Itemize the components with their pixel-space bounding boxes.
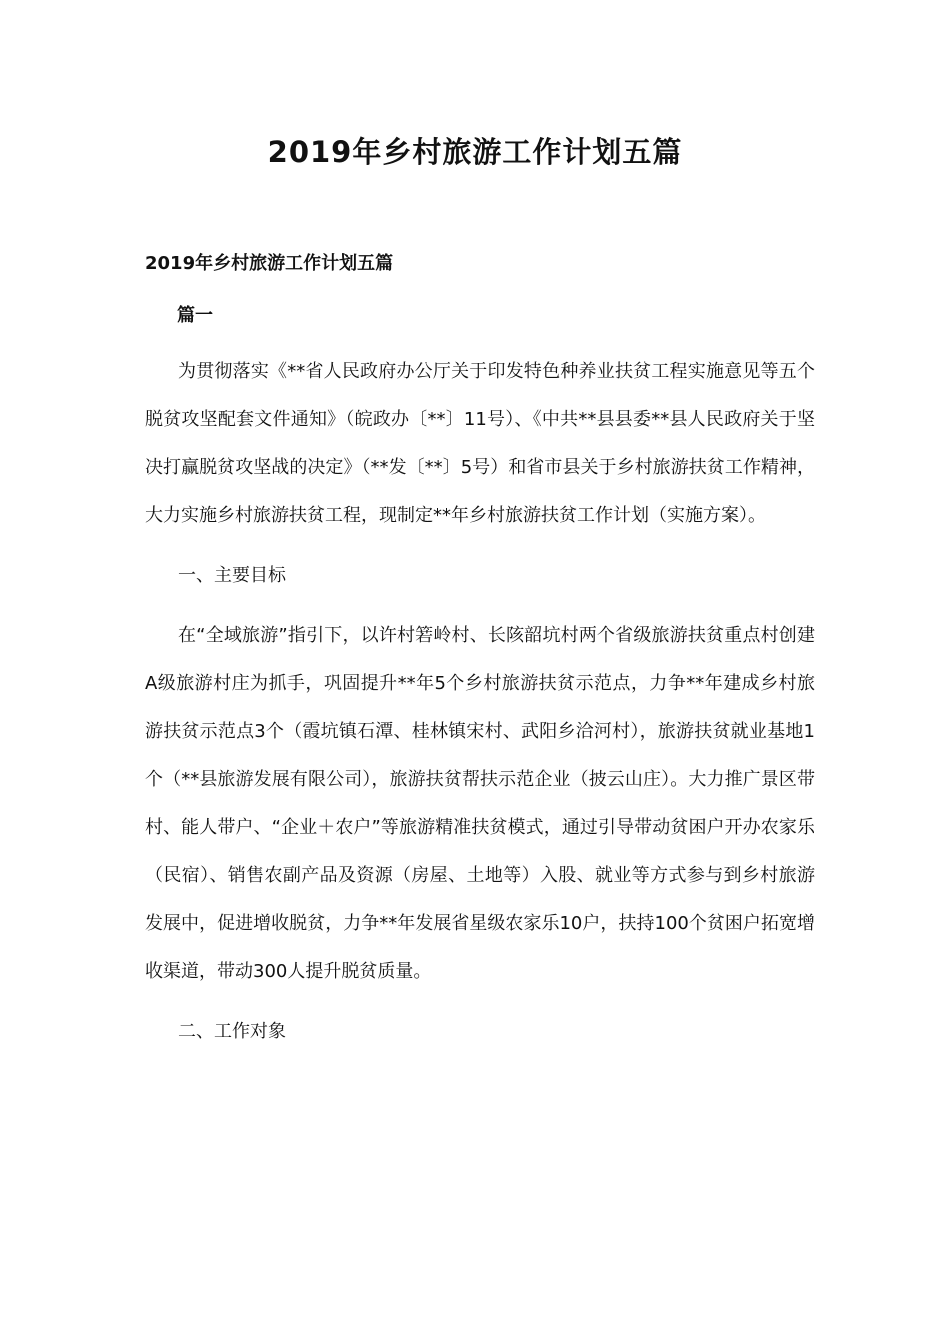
document-subtitle: 2019年乡村旅游工作计划五篇 — [145, 253, 394, 274]
document-body — [145, 244, 815, 1056]
document-title: 2019年乡村旅游工作计划五篇 — [267, 135, 683, 169]
section-heading-main-goals: 一、主要目标 — [178, 565, 286, 586]
section-heading-work-targets: 二、工作对象 — [178, 1021, 286, 1042]
paragraph-intro: 为贯彻落实《**省人民政府办公厅关于印发特色种养业扶贫工程实施意见等五个脱贫攻坚配套文件通知》（皖政办〔**〕11号）、《中共**县县委**县人民政府关于坚决打赢脱贫攻坚战的决定》（**发〔**〕5号）和省市县关于乡村旅游扶贫工作精神，大力实施乡村旅游扶贫工程，现制定**年乡村旅游扶贫工作计划（实施方案）。 — [145, 361, 815, 526]
part-heading: 篇一 — [177, 305, 213, 326]
paragraph-main-goals: 在“全域旅游”指引下，以许村箬岭村、长陔韶坑村两个省级旅游扶贫重点村创建A级旅游村庄为抓手，巩固提升**年5个乡村旅游扶贫示范点，力争**年建成乡村旅游扶贫示范点3个（霞坑镇石潭、桂林镇宋村、武阳乡洽河村），旅游扶贫就业基地1个（**县旅游发展有限公司），旅游扶贫帮扶示范企业（披云山庄）。大力推广景区带村、能人带户、“企业＋农户”等旅游精准扶贫模式，通过引导带动贫困户开办农家乐（民宿）、销售农副产品及资源（房屋、土地等）入股、就业等方式参与到乡村旅游发展中，促进增收脱贫，力争**年发展省星级农家乐10户，扶持100个贫困户拓宽增收渠道，带动300人提升脱贫质量。 — [145, 625, 815, 982]
